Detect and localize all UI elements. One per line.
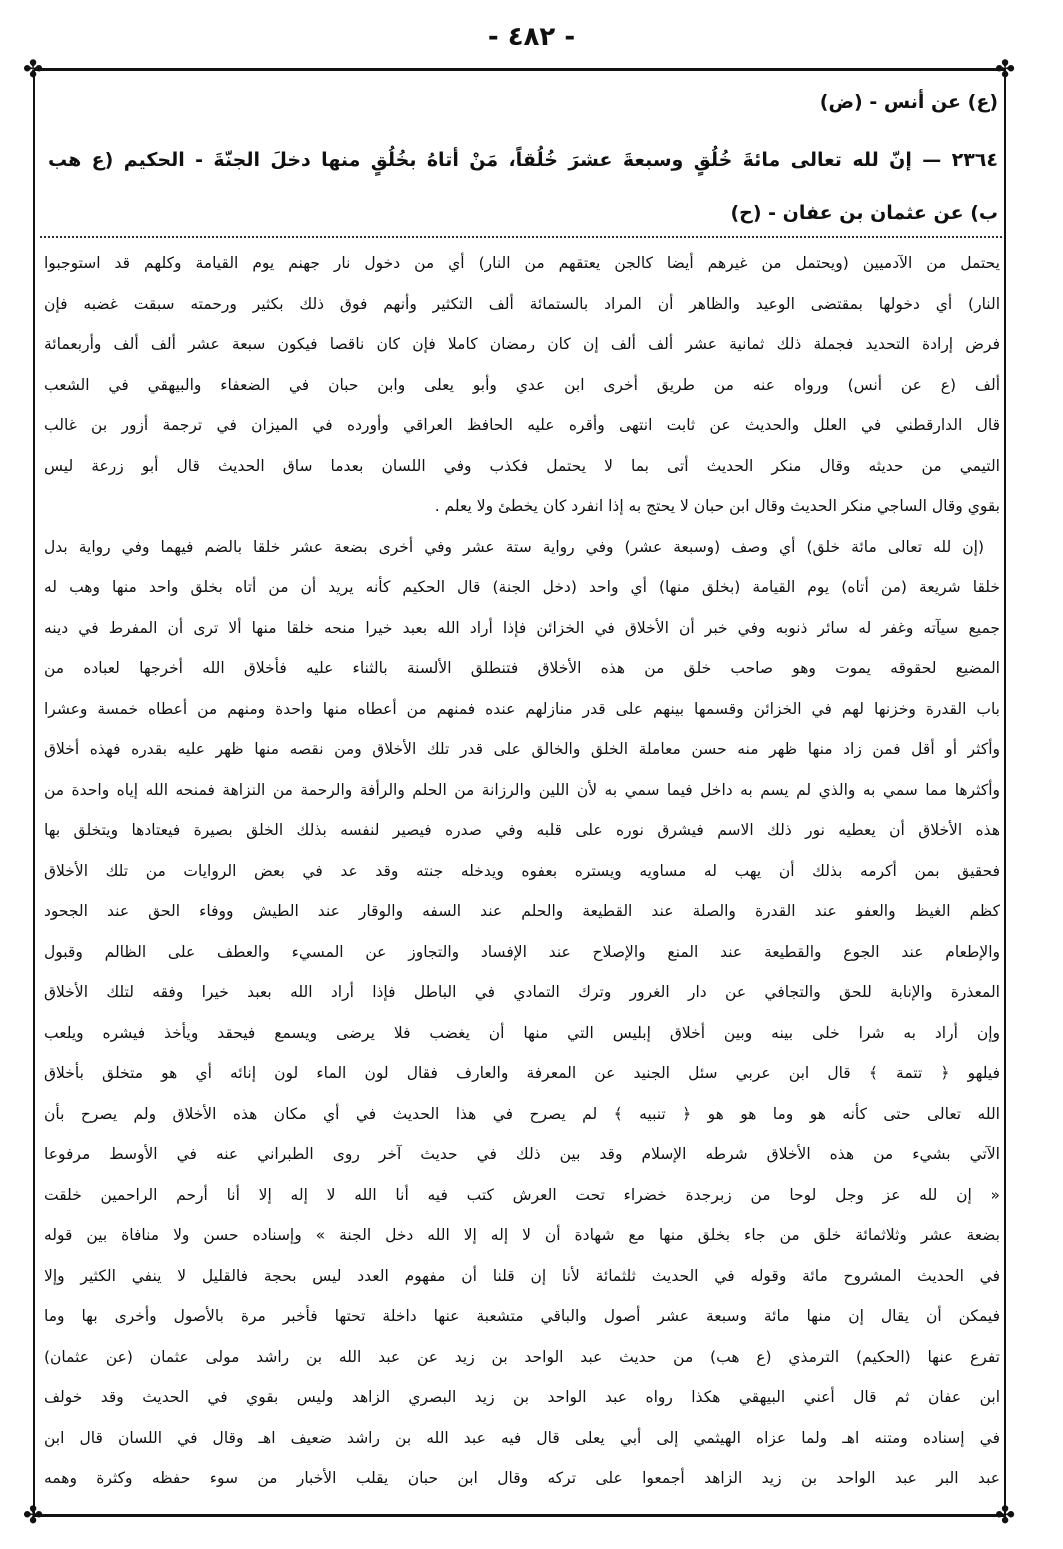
commentary-line: بضعة عشر وثلاثمائة خلق من جاء بخلق منها مع شهادة أن لا إله إلا الله دخل الجنة » وإسناده حسن ولا منافاة بين قوله <box>44 1226 1000 1244</box>
commentary-line: وأكثرها مما سمي به والذي لم يسم به داخل فيما سمي به لأن اللين والرزانة من الحلم والرأفة والرحمة من النزاهة فمنحه الله إياه واحدة من <box>44 780 1000 799</box>
hadith-source-line: (ع) عن أنس - (ض) <box>819 91 998 113</box>
commentary-line: عبد البر عبد الواحد بن زيد الزاهد أجمعوا على تركه وقال ابن حبان يقلب الأخبار من سوء حفظه وكثرة وهمه <box>44 1469 1000 1487</box>
commentary-line: قال الدارقطني في العلل والحديث عن ثابت انتهى وأقره عليه الحافظ العراقي وأورده في الميزان في ترجمة أزور بن غالب <box>44 416 1000 434</box>
floral-corner-ornament-icon: ✤ <box>994 1501 1016 1529</box>
commentary-line: والإطعام عند الجوع والقطيعة عند المنع والإصلاح عند الإفساد والتجاوز عن المسيء والعطف على الظالم وقبول <box>44 942 1000 961</box>
commentary-line: كظم الغيظ والعفو عند القدرة والصلة عند القطيعة والحلم عند السفه والوقار عند الطيش ووفاء الحق عند الجحود <box>44 902 1000 920</box>
commentary-line: « إن لله عز وجل لوحا من زبرجدة خضراء تحت العرش كتب فيه أنا الله لا إله إلا أنا أرحم الراحمين خلقت <box>44 1185 1000 1204</box>
commentary-line: فيلهو ﴿ تتمة ﴾ قال ابن عربي سئل الجنيد عن المعرفة والعارف فقال لون الماء لون إنائه أي هو متخلق بأخلاق <box>44 1064 1000 1082</box>
commentary-line: ابن عفان ثم قال أعني البيهقي هكذا رواه عبد الواحد بن زيد البصري الزاهد وليس بقوي في الحديث وقد خولف <box>44 1388 1000 1406</box>
floral-corner-ornament-icon: ✤ <box>22 1501 44 1529</box>
commentary-line: المضيع لحقوقه يموت وهو صاحب خلق من هذه الأخلاق فتنطلق الألسنة بالثناء عليه فأخلاق الله أخرجها لعباده من <box>44 659 1000 677</box>
commentary-line: وإن أراد به شرا خلى بينه وبين أخلاق إبليس التي منها أن يغضب فلا يرضى ويسمع فيحقد ويأخذ فيشره ويلعب <box>44 1023 1000 1042</box>
commentary-line: (إن لله تعالى مائة خلق) أي وصف (وسبعة عشر) وفي رواية ستة عشر وفي أخرى بضعة عشر خلقا بالضم فيهما وفي رواية بدل <box>44 537 984 556</box>
commentary-line: النار) أي دخولها بمقتضى الوعيد والظاهر أن المراد بالستمائة ألف التكثير وأنهم فوق ذلك بكثير ورحمته سبقت غضبه فإن <box>44 294 1000 313</box>
commentary-line: باب القدرة وخزنها لهم في الخزائن وقسمها بينهم على قدر منازلهم عنده فمنهم من أعطاه منها واحدة ومنهم من أعطاه خمسة وعشرا <box>44 699 1000 718</box>
left-border <box>33 70 35 1516</box>
commentary-line: فحقيق بمن أكرمه بذلك أن يهب له مساويه ويستره بعفوه ويدخله جنته وقد عد في بعض الروايات من تلك الأخلاق <box>44 861 1000 880</box>
hadith-source-line: ب) عن عثمان بن عفان - (ح) <box>730 202 998 224</box>
commentary-line: في الحديث المشروح مائة وقوله في الحديث ثلثمائة لأنا إن قلنا أن مفهوم العدد ليس بحجة فالقليل لا ينفي الكثير وإلا <box>44 1266 1000 1285</box>
commentary-line: التيمي من حديثه وقال منكر الحديث أتى بما لا يحتمل فكذب وفي اللسان بعدما ساق الحديث قال أبو زرعة ليس <box>44 456 1000 475</box>
commentary-line: في إسناده ومتنه اهـ ولما عزاه الهيثمي إلى أبي يعلى قال فيه عبد الله بن راشد ضعيف اهـ وقال في اللسان قال ابن <box>44 1428 1000 1447</box>
top-rule <box>34 68 1006 71</box>
dotted-separator <box>40 236 1002 238</box>
commentary-line: ألف (ع عن أنس) ورواه عنه من طريق أخرى ابن عدي وأبو يعلى وابن حبان في الضعفاء والبيهقي في الشعب <box>44 375 1000 394</box>
commentary-line: خلقا شريعة (من أتاه) يوم القيامة (بخلق منها) أي واحد (دخل الجنة) قال الحكيم كأنه يريد أن من أتاه بخلق واحد منها وهب له <box>44 578 1000 596</box>
bottom-rule <box>34 1514 1006 1517</box>
page-number: - ٤٨٢ - <box>487 22 576 52</box>
commentary-line: بقوي وقال الساجي منكر الحديث وقال ابن حبان لا يحتج به إذا انفرد كان يخطئ ولا يعلم . <box>434 497 1000 515</box>
hadith-text: ٢٣٦٤ — إنّ لله تعالى مائةَ خُلُقٍ وسبعةَ عشرَ خُلُقاً، مَنْ أتاهُ بخُلُقٍ منها دخلَ الجنّةَ - الحكيم (ع هب <box>48 149 998 171</box>
commentary-line: الله تعالى حتى كأنه هو وما هو هو ﴿ تنبيه ﴾ لم يصرح في هذا الحديث في أي مكان هذه الأخلاق ولم يصرح بأن <box>44 1104 1000 1123</box>
commentary-line: المعذرة والإنابة للحق والتجافي عن دار الغرور وترك التمادي في الباطل فإذا أراد الله بعبد خيرا وفقه لتلك الأخلاق <box>44 983 1000 1001</box>
floral-corner-ornament-icon: ✤ <box>22 55 44 83</box>
commentary-line: هذه الأخلاق أن يعطيه نور ذلك الاسم فيشرق نوره على قلبه وفي صدره فيصير لنفسه بذلك الخلق بصيرة فيعتادها ويتخلق بها <box>44 821 1000 839</box>
commentary-line: جميع سيآته وغفر له سائر ذنوبه وفي خبر أن الأخلاق في الخزائن فإذا أراد الله بعبد خيرا منحه خلقا منها ألا ترى أن المفرط في دينه <box>44 618 1000 637</box>
right-border <box>1004 70 1006 1516</box>
commentary-line: تفرع عنها (الحكيم) الترمذي (ع هب) من حديث عبد الواحد بن زيد عن عبد الله بن راشد مولى عثمان (عن عثمان) <box>44 1347 1000 1366</box>
commentary-line: الآتي بشيء من هذه الأخلاق شرطه الإسلام وقد بين ذلك في حديث آخر روى الطبراني عنه في الأوسط مرفوعا <box>44 1145 1000 1163</box>
commentary-line: فرض إرادة التحديد فجملة ذلك ثمانية عشر ألف ألف إن كان رمضان كاملا فإن كان ناقصا فيكون سبعة عشر ألف ألف وأربعمائة <box>44 335 1000 353</box>
commentary-line: يحتمل من الآدميين (ويحتمل من غيرهم أيضا كالجن يعتقهم من النار) أي من دخول نار جهنم يوم القيامة وكلهم قد استوجبوا <box>44 254 1000 272</box>
commentary-line: فيمكن أن يقال إن منها مائة وسبعة عشر أصول والباقي متشعبة عنها داخلة تحتها فأخبر مرة بالأصول وأخرى بها وما <box>44 1307 1000 1325</box>
floral-corner-ornament-icon: ✤ <box>994 55 1016 83</box>
commentary-line: وأكثر أو أقل فمن زاد منها ظهر منه حسن معاملة الخلق والخالق على قدر تلك الأخلاق ومن نقصه منها ظهر عليه بقدره فهذه أخلاق <box>44 740 1000 758</box>
